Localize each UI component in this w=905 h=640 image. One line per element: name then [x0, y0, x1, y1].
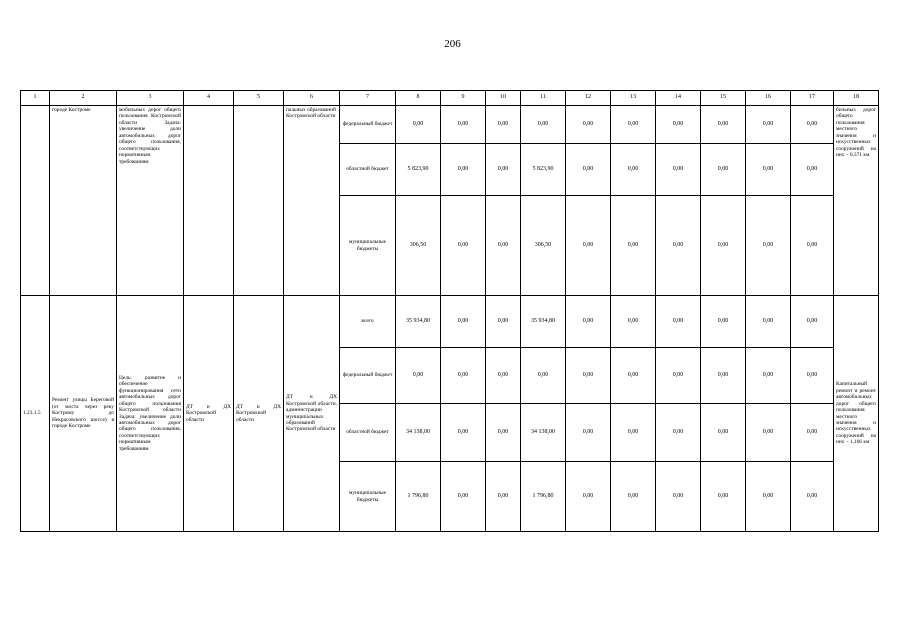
goal-task-cell: мобильных дорог общего пользования Костромской области Задача: увеличение доли автомобильных дорог общего пользования, соответствующих нормативным требованиям — [117, 106, 184, 296]
column-header: 16 — [746, 91, 791, 106]
amount-cell: 0,00 — [566, 196, 611, 296]
header-row — [21, 91, 879, 106]
amount-cell: 0,00 — [611, 296, 656, 348]
amount-cell: 0,00 — [791, 144, 834, 196]
amount-cell: 0,00 — [566, 404, 611, 462]
amount-cell: 0,00 — [611, 404, 656, 462]
amount-cell: 306,50 — [396, 196, 441, 296]
amount-cell: 0,00 — [441, 462, 486, 532]
executor-cell — [234, 106, 284, 296]
amount-cell: 0,00 — [486, 196, 521, 296]
amount-cell: 34 138,00 — [521, 404, 566, 462]
amount-cell: 0,00 — [656, 144, 701, 196]
amount-cell: 0,00 — [746, 296, 791, 348]
column-header: 9 — [441, 91, 486, 106]
column-header: 5 — [234, 91, 284, 106]
amount-cell: 0,00 — [746, 144, 791, 196]
amount-cell: 0,00 — [791, 348, 834, 404]
amount-cell: 0,00 — [656, 296, 701, 348]
amount-cell: 0,00 — [791, 462, 834, 532]
program-table — [20, 90, 879, 532]
amount-cell: 0,00 — [746, 348, 791, 404]
coordinator-cell: ДТ и ДХ Костромской области — [184, 296, 234, 532]
funding-source: федеральный бюджет — [340, 106, 396, 144]
amount-cell: 0,00 — [656, 348, 701, 404]
coordinator-cell — [184, 106, 234, 296]
event-name-cell: городе Костроме — [50, 106, 117, 296]
amount-cell: 0,00 — [396, 106, 441, 144]
column-header: 15 — [701, 91, 746, 106]
amount-cell: 0,00 — [566, 462, 611, 532]
amount-cell: 0,00 — [486, 404, 521, 462]
table-row — [21, 106, 879, 144]
amount-cell: 0,00 — [746, 404, 791, 462]
column-header: 14 — [656, 91, 701, 106]
column-header: 10 — [486, 91, 521, 106]
amount-cell: 0,00 — [486, 144, 521, 196]
participants-cell: ДТ и ДХ Костромской области, администрации муниципальных образований Костромской области — [284, 296, 340, 532]
column-header: 2 — [50, 91, 117, 106]
amount-cell: 0,00 — [521, 106, 566, 144]
amount-cell: 0,00 — [611, 462, 656, 532]
amount-cell: 0,00 — [486, 348, 521, 404]
amount-cell: 0,00 — [701, 404, 746, 462]
amount-cell: 1 796,80 — [521, 462, 566, 532]
amount-cell: 0,00 — [701, 144, 746, 196]
amount-cell: 0,00 — [486, 106, 521, 144]
column-header: 18 — [834, 91, 879, 106]
column-header: 6 — [284, 91, 340, 106]
column-header: 7 — [340, 91, 396, 106]
executor-cell: ДТ и ДХ Костромской области — [234, 296, 284, 532]
funding-source: федеральный бюджет — [340, 348, 396, 404]
event-name-cell: Ремонт улицы Береговой (от моста через реку Кострому до Некрасовского шоссе) в городе Костроме — [50, 296, 117, 532]
amount-cell: 35 934,80 — [521, 296, 566, 348]
amount-cell: 0,00 — [611, 196, 656, 296]
funding-source: всего — [340, 296, 396, 348]
amount-cell: 0,00 — [566, 106, 611, 144]
amount-cell: 306,50 — [521, 196, 566, 296]
amount-cell: 0,00 — [791, 196, 834, 296]
row-number-cell: 1.23.1.5 — [21, 296, 50, 532]
amount-cell: 0,00 — [656, 196, 701, 296]
amount-cell: 0,00 — [441, 348, 486, 404]
column-header: 11 — [521, 91, 566, 106]
funding-source: областной бюджет — [340, 404, 396, 462]
amount-cell: 0,00 — [746, 106, 791, 144]
column-header: 13 — [611, 91, 656, 106]
amount-cell: 0,00 — [441, 404, 486, 462]
column-header: 3 — [117, 91, 184, 106]
funding-source: областной бюджет — [340, 144, 396, 196]
result-indicator: бильных дорог общего пользования местного значения и искусственных сооружений на них – 0,371 км — [834, 106, 879, 296]
row-number-cell — [21, 106, 50, 296]
amount-cell: 0,00 — [611, 348, 656, 404]
amount-cell: 0,00 — [701, 348, 746, 404]
amount-cell: 0,00 — [791, 296, 834, 348]
table-row — [21, 296, 879, 348]
amount-cell: 0,00 — [746, 462, 791, 532]
amount-cell: 0,00 — [611, 144, 656, 196]
column-header: 17 — [791, 91, 834, 106]
amount-cell: 0,00 — [656, 462, 701, 532]
amount-cell: 0,00 — [791, 106, 834, 144]
amount-cell: 0,00 — [701, 296, 746, 348]
amount-cell: 35 934,80 — [396, 296, 441, 348]
amount-cell: 1 796,80 — [396, 462, 441, 532]
amount-cell: 0,00 — [441, 144, 486, 196]
amount-cell: 5 823,90 — [521, 144, 566, 196]
amount-cell: 0,00 — [701, 106, 746, 144]
amount-cell: 0,00 — [791, 404, 834, 462]
amount-cell: 0,00 — [566, 144, 611, 196]
amount-cell: 0,00 — [441, 196, 486, 296]
participants-cell: пальных образований Костромской области — [284, 106, 340, 296]
funding-source: муниципальные бюджеты — [340, 196, 396, 296]
column-header: 1 — [21, 91, 50, 106]
amount-cell: 0,00 — [441, 296, 486, 348]
column-header: 8 — [396, 91, 441, 106]
amount-cell: 0,00 — [441, 106, 486, 144]
amount-cell: 0,00 — [486, 296, 521, 348]
amount-cell: 0,00 — [701, 196, 746, 296]
funding-source: муниципальные бюджеты — [340, 462, 396, 532]
amount-cell: 0,00 — [566, 348, 611, 404]
page-number: 206 — [444, 38, 461, 50]
amount-cell: 0,00 — [656, 106, 701, 144]
amount-cell: 0,00 — [701, 462, 746, 532]
amount-cell: 0,00 — [611, 106, 656, 144]
amount-cell: 5 823,90 — [396, 144, 441, 196]
amount-cell: 0,00 — [396, 348, 441, 404]
goal-task-cell: Цель: развитие и обеспечение функционирования сети автомобильных дорог общего пользования Костромской области Задача: увеличение доли автомобильных дорог общего пользования, соответствующих нормативным требованиям — [117, 296, 184, 532]
amount-cell: 0,00 — [521, 348, 566, 404]
amount-cell: 0,00 — [486, 462, 521, 532]
column-header: 12 — [566, 91, 611, 106]
column-header: 4 — [184, 91, 234, 106]
amount-cell: 0,00 — [566, 296, 611, 348]
amount-cell: 0,00 — [746, 196, 791, 296]
amount-cell: 0,00 — [656, 404, 701, 462]
result-indicator: Капитальный ремонт и ремонт автомобильных дорог общего пользования местного значения и искусственных сооружений на них – 1,166 км — [834, 296, 879, 532]
amount-cell: 34 138,00 — [396, 404, 441, 462]
